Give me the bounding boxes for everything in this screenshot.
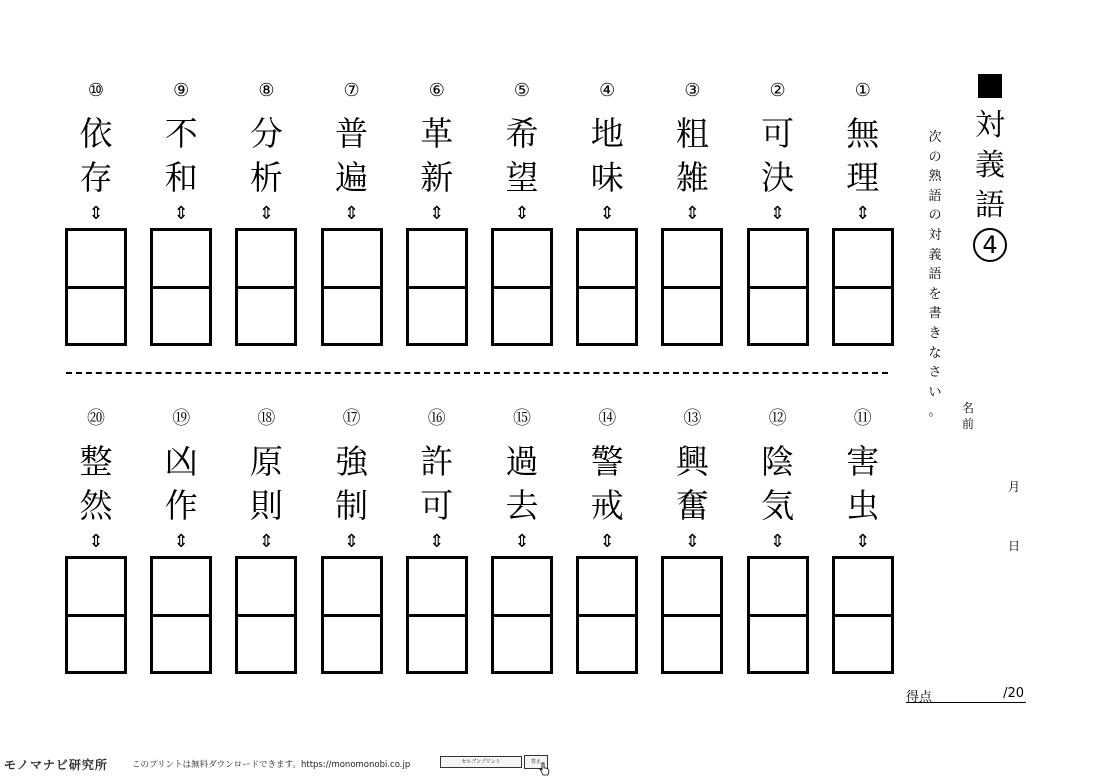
question-number: ⑤: [513, 80, 531, 101]
up-down-arrow-icon: ⇕: [514, 531, 530, 552]
up-down-arrow-icon: ⇕: [770, 203, 786, 224]
question-item: [234, 408, 298, 688]
word-char: 遍: [335, 158, 369, 197]
answer-box[interactable]: [832, 228, 894, 346]
question-word: [64, 440, 128, 528]
answer-box-divider: [664, 286, 720, 289]
word-char: 陰: [761, 442, 795, 481]
word-char: 可: [420, 486, 454, 525]
word-char: 粗: [675, 114, 709, 153]
up-down-arrow-icon: ⇕: [855, 531, 871, 552]
word-char: 析: [249, 158, 283, 197]
instruction-char: の: [928, 208, 942, 224]
question-word: [320, 440, 384, 528]
question-item: [575, 80, 639, 360]
answer-box[interactable]: [491, 228, 553, 346]
question-item: [746, 408, 810, 688]
answer-box-divider: [153, 614, 209, 617]
question-number: ④: [599, 80, 616, 101]
question-number: ⑧: [258, 80, 275, 101]
title-char: 対: [975, 108, 1005, 143]
answer-button[interactable]: 答え: [524, 755, 548, 769]
question-number: ⑫: [768, 408, 787, 429]
question-word: [490, 112, 554, 200]
word-char: 革: [420, 114, 454, 153]
question-item: [64, 408, 128, 688]
answer-box[interactable]: [747, 556, 809, 674]
question-word: [660, 440, 724, 528]
word-char: 理: [846, 158, 880, 197]
word-char: 去: [505, 486, 539, 525]
instruction-char: 語: [928, 188, 942, 204]
answer-box-divider: [750, 614, 806, 617]
instruction-text: [925, 128, 945, 422]
up-down-arrow-icon: ⇕: [855, 203, 871, 224]
question-word: [831, 112, 895, 200]
question-word: [234, 440, 298, 528]
answer-box-divider: [835, 286, 891, 289]
score-label: 得点: [906, 690, 933, 705]
question-number: ⑱: [257, 408, 276, 429]
question-word: [234, 112, 298, 200]
worksheet-title: [972, 74, 1008, 262]
word-char: 依: [79, 114, 113, 153]
word-char: 新: [420, 158, 454, 197]
word-char: 存: [79, 158, 113, 197]
answer-box-divider: [579, 286, 635, 289]
question-row-1: [64, 80, 896, 360]
answer-box[interactable]: [747, 228, 809, 346]
question-word: [746, 112, 810, 200]
answer-box[interactable]: [832, 556, 894, 674]
footer: [4, 754, 604, 774]
question-number: ⑥: [428, 80, 445, 101]
word-char: 整: [79, 442, 113, 481]
answer-box-divider: [664, 614, 720, 617]
answer-box[interactable]: [321, 556, 383, 674]
month-label: 月: [1008, 480, 1021, 494]
word-char: 可: [761, 114, 795, 153]
answer-box[interactable]: [576, 228, 638, 346]
dashed-divider: [66, 372, 888, 374]
word-char: 戒: [590, 486, 624, 525]
title-square-bullet: [978, 74, 1002, 98]
instruction-char: 義: [928, 247, 942, 263]
word-char: 味: [590, 158, 624, 197]
word-char: 気: [761, 486, 795, 525]
up-down-arrow-icon: ⇕: [344, 203, 360, 224]
word-char: 地: [590, 114, 624, 153]
brand-logo: モノマナビ研究所: [4, 758, 108, 772]
score-line: [906, 702, 1026, 703]
question-item: [660, 80, 724, 360]
instruction-char: 熟: [928, 169, 942, 185]
instruction-char: さ: [928, 365, 942, 381]
name-label-char: 名: [961, 401, 974, 415]
answer-box[interactable]: [65, 228, 127, 346]
question-number: ⑮: [513, 408, 531, 429]
question-word: [64, 112, 128, 200]
question-word: [575, 112, 639, 200]
word-char: 作: [164, 486, 198, 525]
up-down-arrow-icon: ⇕: [429, 531, 445, 552]
score-total: /20: [1003, 686, 1024, 701]
word-char: 普: [335, 114, 369, 153]
up-down-arrow-icon: ⇕: [88, 203, 104, 224]
title-number: 4: [973, 228, 1007, 262]
up-down-arrow-icon: ⇕: [514, 203, 530, 224]
question-number: ⑭: [598, 408, 617, 429]
word-char: 害: [846, 442, 880, 481]
instruction-char: の: [928, 149, 942, 165]
answer-box[interactable]: [150, 556, 212, 674]
question-word: [746, 440, 810, 528]
title-char: 語: [975, 188, 1005, 223]
answer-box[interactable]: [661, 228, 723, 346]
instruction-char: い: [928, 384, 942, 400]
up-down-arrow-icon: ⇕: [173, 203, 189, 224]
up-down-arrow-icon: ⇕: [258, 203, 274, 224]
word-char: 分: [249, 114, 283, 153]
answer-box[interactable]: [65, 556, 127, 674]
answer-box-divider: [324, 614, 380, 617]
question-item: [746, 80, 810, 360]
question-item: [405, 408, 469, 688]
instruction-char: 対: [928, 227, 942, 243]
answer-box[interactable]: [406, 228, 468, 346]
answer-box[interactable]: [576, 556, 638, 674]
question-number: ⑳: [87, 408, 105, 429]
up-down-arrow-icon: ⇕: [684, 203, 700, 224]
word-char: 然: [79, 486, 113, 525]
answer-box-divider: [494, 614, 550, 617]
word-char: 虫: [846, 486, 880, 525]
answer-box[interactable]: [491, 556, 553, 674]
question-number: ⑩: [87, 80, 105, 101]
instruction-char: き: [928, 325, 942, 341]
question-item: [320, 408, 384, 688]
question-item: [320, 80, 384, 360]
answer-box-divider: [409, 614, 465, 617]
title-char: 義: [975, 148, 1005, 183]
name-label: [960, 400, 976, 432]
word-char: 雑: [675, 158, 709, 197]
day-label: 日: [1008, 539, 1021, 553]
answer-box-divider: [153, 286, 209, 289]
answer-box-divider: [750, 286, 806, 289]
question-word: [405, 440, 469, 528]
word-char: 過: [505, 442, 539, 481]
word-char: 凶: [164, 442, 198, 481]
word-char: 則: [249, 486, 283, 525]
instruction-char: 書: [928, 306, 942, 322]
up-down-arrow-icon: ⇕: [770, 531, 786, 552]
question-word: [405, 112, 469, 200]
answer-box[interactable]: [661, 556, 723, 674]
word-char: 和: [164, 158, 198, 197]
question-word: [831, 440, 895, 528]
up-down-arrow-icon: ⇕: [258, 531, 274, 552]
question-item: [490, 408, 554, 688]
question-number: ⑲: [172, 408, 191, 429]
question-number: ⑯: [427, 408, 446, 429]
word-char: 興: [675, 442, 709, 481]
question-word: [575, 440, 639, 528]
question-word: [490, 440, 554, 528]
word-char: 強: [335, 442, 369, 481]
answer-box-divider: [238, 286, 294, 289]
up-down-arrow-icon: ⇕: [684, 531, 700, 552]
up-down-arrow-icon: ⇕: [599, 203, 615, 224]
answer-box[interactable]: [235, 556, 297, 674]
footer-text: このプリントは無料ダウンロードできます。https://monomonobi.co.jp: [132, 760, 411, 770]
word-char: 無: [846, 114, 880, 153]
question-number: ⑦: [343, 80, 360, 101]
answer-box-divider: [494, 286, 550, 289]
instruction-char: 。: [928, 404, 942, 420]
question-item: [149, 80, 213, 360]
print-button[interactable]: セルブンプリント: [440, 756, 522, 768]
answer-box[interactable]: [321, 228, 383, 346]
answer-box-divider: [68, 614, 124, 617]
word-char: 不: [164, 114, 198, 153]
question-item: [64, 80, 128, 360]
instruction-char: 語: [928, 267, 942, 283]
question-number: ⑨: [173, 80, 190, 101]
question-number: ⑬: [683, 408, 702, 429]
question-number: ⑰: [342, 408, 361, 429]
instruction-char: 次: [928, 130, 942, 145]
up-down-arrow-icon: ⇕: [344, 531, 360, 552]
word-char: 望: [505, 158, 539, 197]
answer-box-divider: [238, 614, 294, 617]
question-word: [660, 112, 724, 200]
up-down-arrow-icon: ⇕: [88, 531, 104, 552]
question-item: [575, 408, 639, 688]
instruction-char: を: [928, 286, 942, 302]
hand-cursor-icon: [538, 762, 552, 776]
name-label-char: 前: [961, 417, 974, 431]
answer-box-divider: [579, 614, 635, 617]
word-char: 許: [420, 442, 454, 481]
question-item: [660, 408, 724, 688]
answer-box-divider: [324, 286, 380, 289]
word-char: 制: [335, 486, 369, 525]
question-number: ③: [684, 80, 701, 101]
answer-box[interactable]: [406, 556, 468, 674]
word-char: 警: [590, 442, 624, 481]
question-number: ⑪: [853, 408, 872, 429]
up-down-arrow-icon: ⇕: [173, 531, 189, 552]
title-text: [972, 106, 1008, 262]
question-item: [234, 80, 298, 360]
question-item: [405, 80, 469, 360]
answer-box[interactable]: [150, 228, 212, 346]
instruction-char: な: [928, 345, 942, 361]
question-word: [149, 112, 213, 200]
question-word: [320, 112, 384, 200]
answer-box-divider: [835, 614, 891, 617]
word-char: 決: [761, 158, 795, 197]
word-char: 奮: [675, 486, 709, 525]
up-down-arrow-icon: ⇕: [429, 203, 445, 224]
up-down-arrow-icon: ⇕: [599, 531, 615, 552]
answer-box[interactable]: [235, 228, 297, 346]
score-area: [906, 686, 1026, 704]
answer-box-divider: [68, 286, 124, 289]
question-item: [490, 80, 554, 360]
word-char: 原: [249, 442, 283, 481]
question-item: [831, 408, 895, 688]
question-item: [149, 408, 213, 688]
question-number: ①: [854, 80, 871, 101]
answer-box-divider: [409, 286, 465, 289]
question-row-2: [64, 408, 896, 688]
question-word: [149, 440, 213, 528]
word-char: 希: [505, 114, 539, 153]
question-item: [831, 80, 895, 360]
question-number: ②: [769, 80, 786, 101]
